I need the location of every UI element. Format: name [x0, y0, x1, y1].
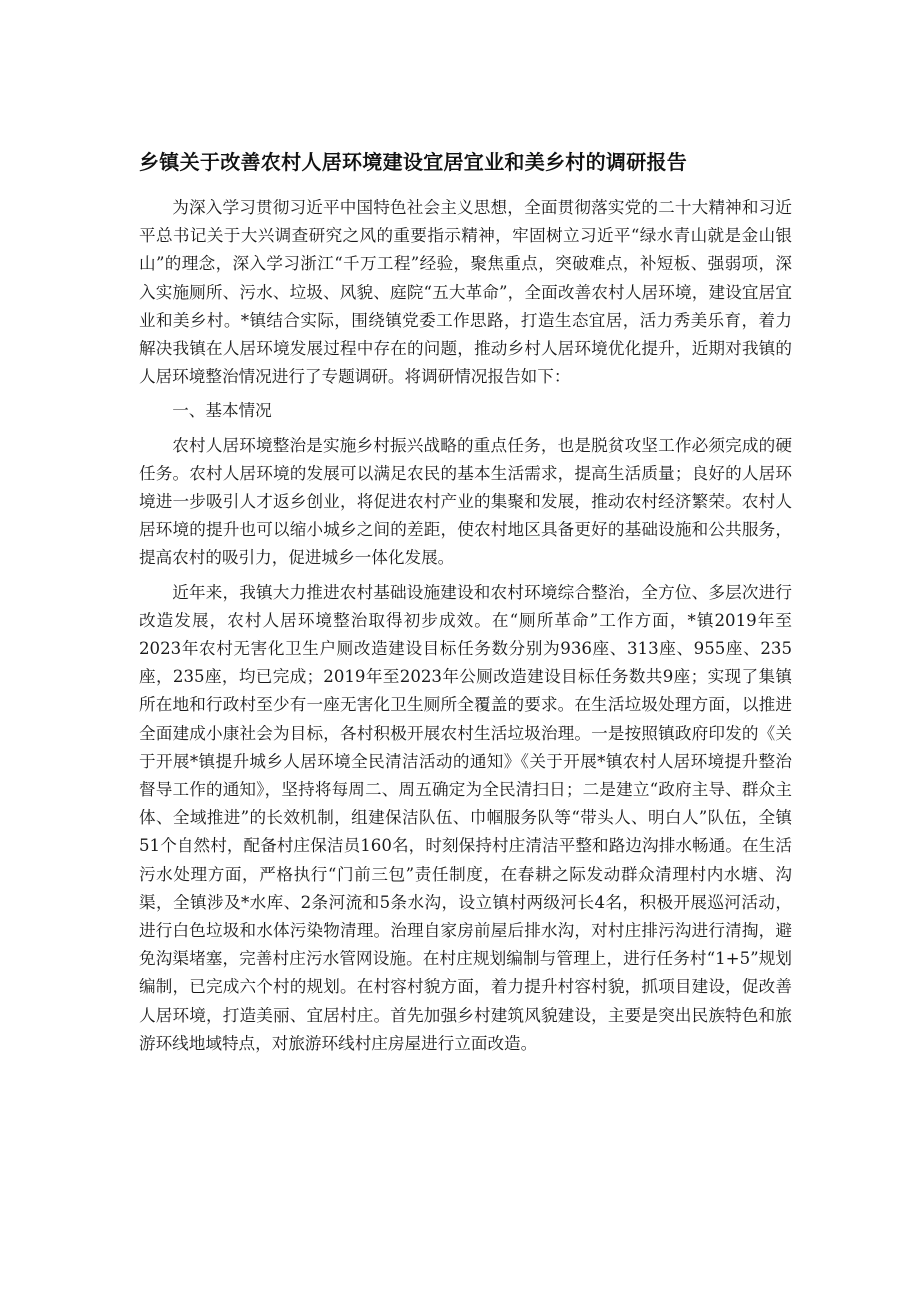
document-body: [139, 194, 792, 1058]
section-paragraph: 农村人居环境整治是实施乡村振兴战略的重点任务，也是脱贫攻坚工作必须完成的硬任务。农村人居环境的发展可以满足农民的基本生活需求，提高生活质量；良好的人居环境进一步吸引人才返乡创业，将促进农村产业的集聚和发展，推动农村经济繁荣。农村人居环境的提升也可以缩小城乡之间的差距，使农村地区具备更好的基础设施和公共服务，提高农村的吸引力，促进城乡一体化发展。: [139, 435, 792, 568]
document-title: 乡镇关于改善农村人居环境建设宜居宜业和美乡村的调研报告: [139, 150, 688, 174]
section-paragraph: 近年来，我镇大力推进农村基础设施建设和农村环境综合整治，全方位、多层次进行改造发展，农村人居环境整治取得初步成效。在“厕所革命”工作方面，*镇2019年至2023年农村无害化卫生户厕改造建设目标任务数分别为936座、313座、955座、235座，235座，均已完成；2019年至2023年公厕改造建设目标任务数共9座；实现了集镇所在地和行政村至少有一座无害化卫生厕所全覆盖的要求。在生活垃圾处理方面，以推进全面建成小康社会为目标，各村积极开展农村生活垃圾治理。一是按照镇政府印发的《关于开展*镇提升城乡人居环境全民清洁活动的通知》《关于开展*镇农村人居环境提升整治督导工作的通知》，坚持将每周二、周五确定为全民清扫日；二是建立“政府主导、群众主体、全域推进”的长效机制，组建保洁队伍、巾帼服务队等“带头人、明白人”队伍，全镇51个自然村，配备村庄保洁员160名，时刻保持村庄清洁平整和路边沟排水畅通。在生活污水处理方面，严格执行“门前三包”责任制度，在春耕之际发动群众清理村内水塘、沟渠，全镇涉及*水库、2条河流和5条水沟，设立镇村两级河长4名，积极开展巡河活动，进行白色垃圾和水体污染物清理。治理自家房前屋后排水沟，对村庄排污沟进行清掏，避免沟渠堵塞，完善村庄污水管网设施。在村庄规划编制与管理上，进行任务村“1+5”规划编制，已完成六个村的规划。在村容村貌方面，着力提升村容村貌，抓项目建设，促改善人居环境，打造美丽、宜居村庄。首先加强乡村建筑风貌建设，主要是突出民族特色和旅游环线地域特点，对旅游环线村庄房屋进行立面改造。: [139, 582, 792, 1053]
section-heading: 一、基本情况: [172, 401, 272, 421]
intro-paragraph: 为深入学习贯彻习近平中国特色社会主义思想，全面贯彻落实党的二十大精神和习近平总书记关于大兴调查研究之风的重要指示精神，牢固树立习近平“绿水青山就是金山银山”的理念，深入学习浙江“千万工程”经验，聚焦重点，突破难点，补短板、强弱项，深入实施厕所、污水、垃圾、风貌、庭院“五大革命”，全面改善农村人居环境，建设宜居宜业和美乡村。*镇结合实际，围绕镇党委工作思路，打造生态宜居，活力秀美乐育，着力解决我镇在人居环境发展过程中存在的问题，推动乡村人居环境优化提升，近期对我镇的人居环境整治情况进行了专题调研。将调研情况报告如下：: [139, 198, 792, 387]
